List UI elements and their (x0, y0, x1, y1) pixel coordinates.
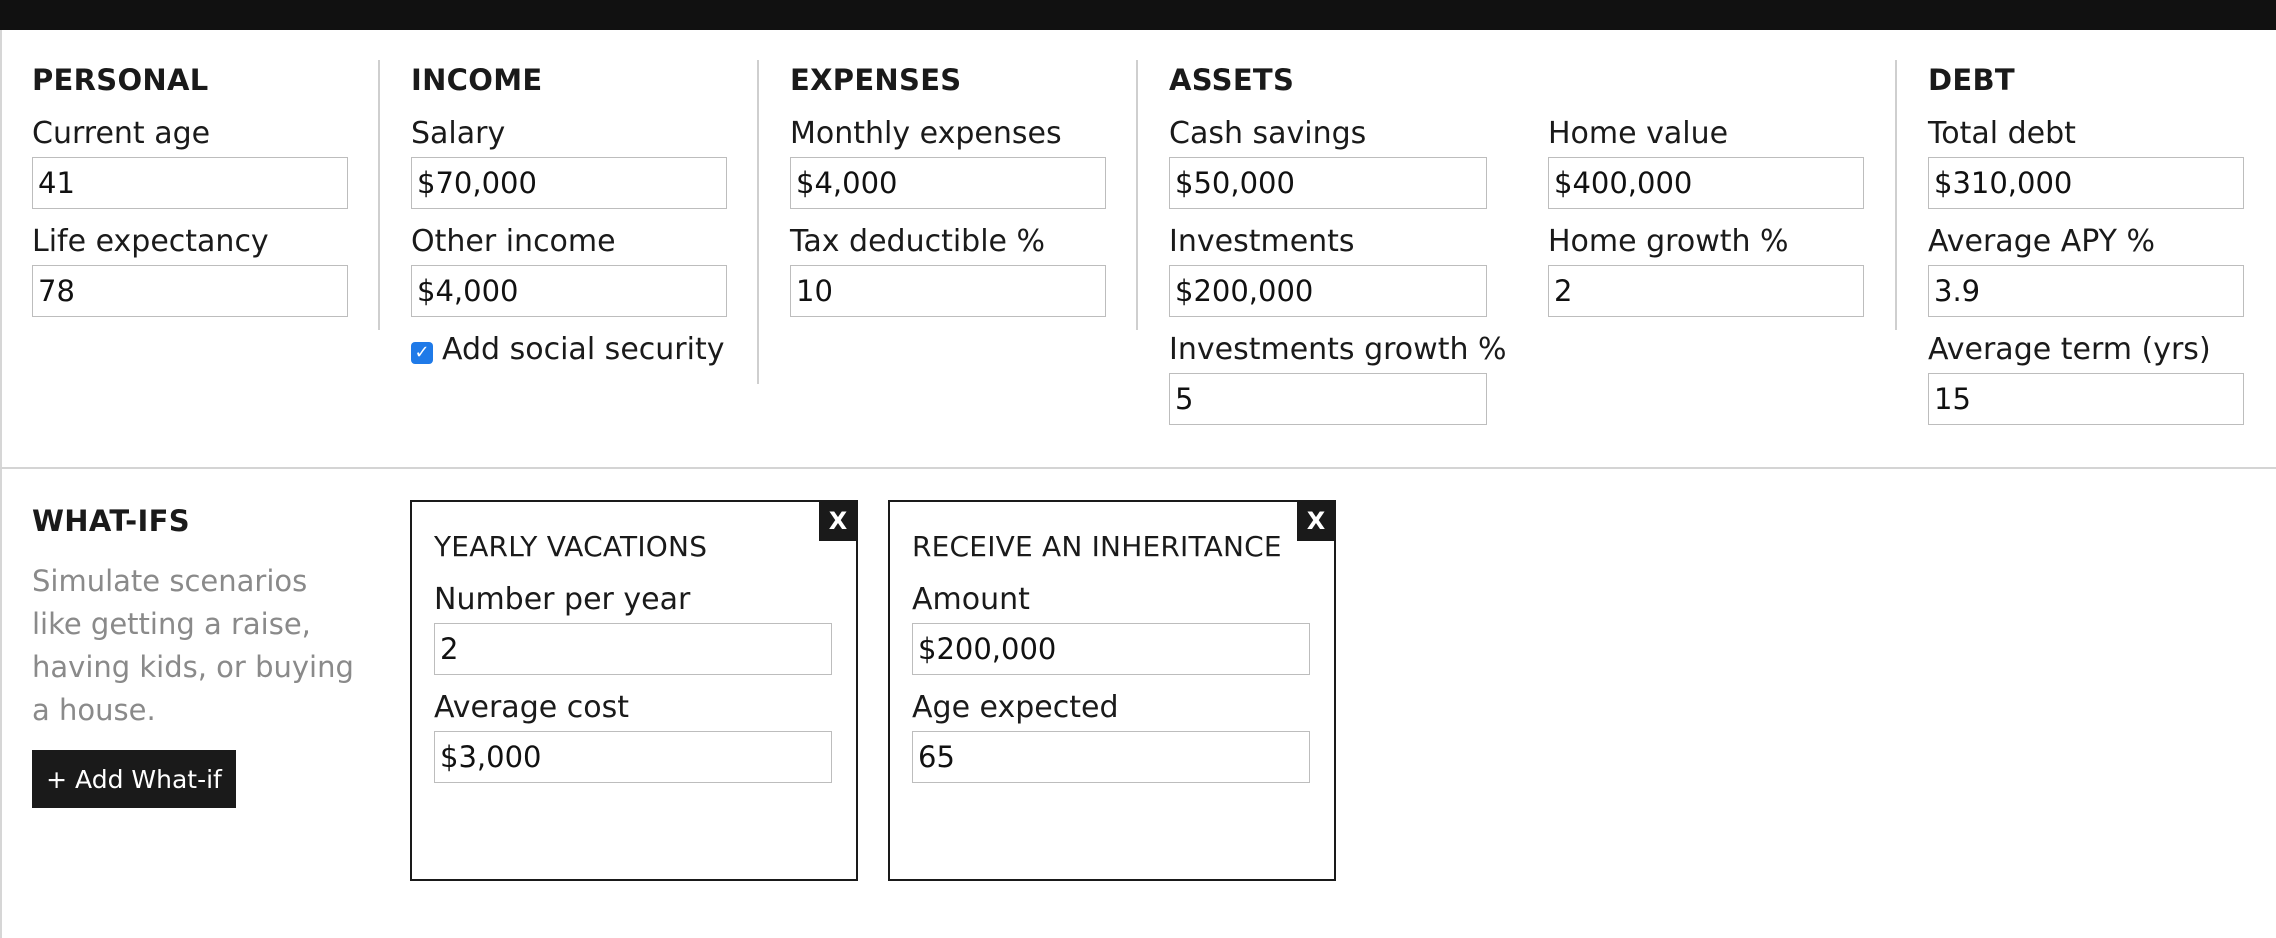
divider-expenses-assets (1136, 60, 1138, 330)
card-title: RECEIVE AN INHERITANCE (912, 530, 1282, 563)
investments-growth-input[interactable] (1169, 373, 1487, 425)
current-age-label: Current age (32, 116, 211, 151)
investments-label: Investments (1169, 224, 1355, 259)
amount-label: Amount (912, 582, 1030, 617)
average-cost-label: Average cost (434, 690, 629, 725)
debt-heading: DEBT (1928, 63, 2015, 97)
investments-input[interactable] (1169, 265, 1487, 317)
tax-deductible-input[interactable] (790, 265, 1106, 317)
card-title: YEARLY VACATIONS (434, 530, 708, 563)
divider-personal-income (378, 60, 380, 330)
average-apy-label: Average APY % (1928, 224, 2156, 259)
average-term-label: Average term (yrs) (1928, 332, 2211, 367)
salary-label: Salary (411, 116, 506, 151)
home-growth-input[interactable] (1548, 265, 1864, 317)
home-value-label: Home value (1548, 116, 1729, 151)
cash-savings-label: Cash savings (1169, 116, 1367, 151)
monthly-expenses-label: Monthly expenses (790, 116, 1062, 151)
whatifs-heading: WHAT-IFS (32, 504, 190, 538)
whatif-card-yearly-vacations (410, 500, 858, 881)
add-whatif-button[interactable]: + Add What-if (32, 750, 236, 808)
current-age-input[interactable] (32, 157, 348, 209)
cash-savings-input[interactable] (1169, 157, 1487, 209)
divider-assets-debt (1895, 60, 1897, 330)
assets-heading: ASSETS (1169, 63, 1295, 97)
social-security-checkbox[interactable]: ✓ (411, 342, 433, 364)
income-heading: INCOME (411, 63, 543, 97)
tax-deductible-label: Tax deductible % (790, 224, 1046, 259)
home-growth-label: Home growth % (1548, 224, 1789, 259)
investments-growth-label: Investments growth % (1169, 332, 1507, 367)
divider-income-expenses (757, 60, 759, 384)
total-debt-input[interactable] (1928, 157, 2244, 209)
whatifs-description: Simulate scenarios like getting a raise, having kids, or buying a house. (32, 564, 354, 727)
total-debt-label: Total debt (1928, 116, 2076, 151)
number-per-year-label: Number per year (434, 582, 691, 617)
life-expectancy-label: Life expectancy (32, 224, 269, 259)
life-expectancy-input[interactable] (32, 265, 348, 317)
whatif-card-receive-inheritance (888, 500, 1336, 881)
expenses-heading: EXPENSES (790, 63, 962, 97)
age-expected-label: Age expected (912, 690, 1119, 725)
average-apy-input[interactable] (1928, 265, 2244, 317)
section-divider (0, 467, 2276, 469)
number-per-year-input[interactable] (434, 623, 832, 675)
personal-heading: PERSONAL (32, 63, 209, 97)
average-cost-input[interactable] (434, 731, 832, 783)
age-expected-input[interactable] (912, 731, 1310, 783)
close-icon[interactable]: X (819, 501, 857, 541)
left-border (0, 30, 2, 938)
other-income-label: Other income (411, 224, 616, 259)
close-icon[interactable]: X (1297, 501, 1335, 541)
home-value-input[interactable] (1548, 157, 1864, 209)
monthly-expenses-input[interactable] (790, 157, 1106, 209)
salary-input[interactable] (411, 157, 727, 209)
top-bar (0, 0, 2276, 30)
average-term-input[interactable] (1928, 373, 2244, 425)
amount-input[interactable] (912, 623, 1310, 675)
social-security-label[interactable]: Add social security (442, 332, 725, 367)
other-income-input[interactable] (411, 265, 727, 317)
